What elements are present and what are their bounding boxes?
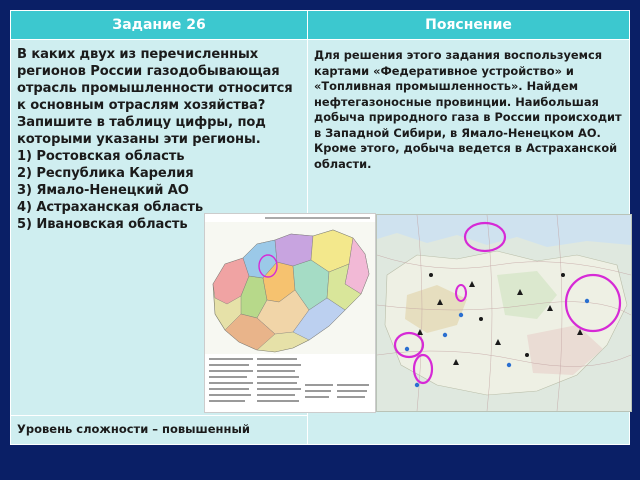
header-explanation: [308, 11, 629, 39]
option-1: 1) Ростовская область: [17, 149, 185, 164]
option-4: 4) Астраханская область: [17, 200, 204, 215]
difficulty-cell: [11, 415, 308, 444]
option-5: 5) Ивановская область: [17, 217, 188, 232]
question-text: В каких двух из перечисленных регионов России газодобывающая отрасль промышленности относится к основным отраслям хозяйства? Запишите в таблицу цифры, под которыми указаны эти регионы.: [17, 47, 293, 147]
difficulty-label: Уровень сложности – повышенный: [17, 422, 250, 436]
federal-structure-map: [204, 213, 376, 413]
header-task: [11, 11, 308, 39]
option-2: 2) Республика Карелия: [17, 166, 194, 181]
header-task-label: Задание 26: [112, 17, 206, 33]
explanation-text: Для решения этого задания воспользуемся картами «Федеративное устройство» и «Топливная промышленность». Найдем нефтегазоносные провинции. Наибольшая добыча природного газа в России происходит в Западной Сибири, в Ямало-Ненецком АО. Кроме этого, добыча ведется в Астраханской области.: [314, 48, 622, 171]
option-3: 3) Ямало-Ненецкий АО: [17, 183, 189, 198]
question-block: [17, 46, 303, 233]
fuel-industry-map: [376, 214, 632, 412]
header-explanation-label: Пояснение: [425, 17, 512, 33]
